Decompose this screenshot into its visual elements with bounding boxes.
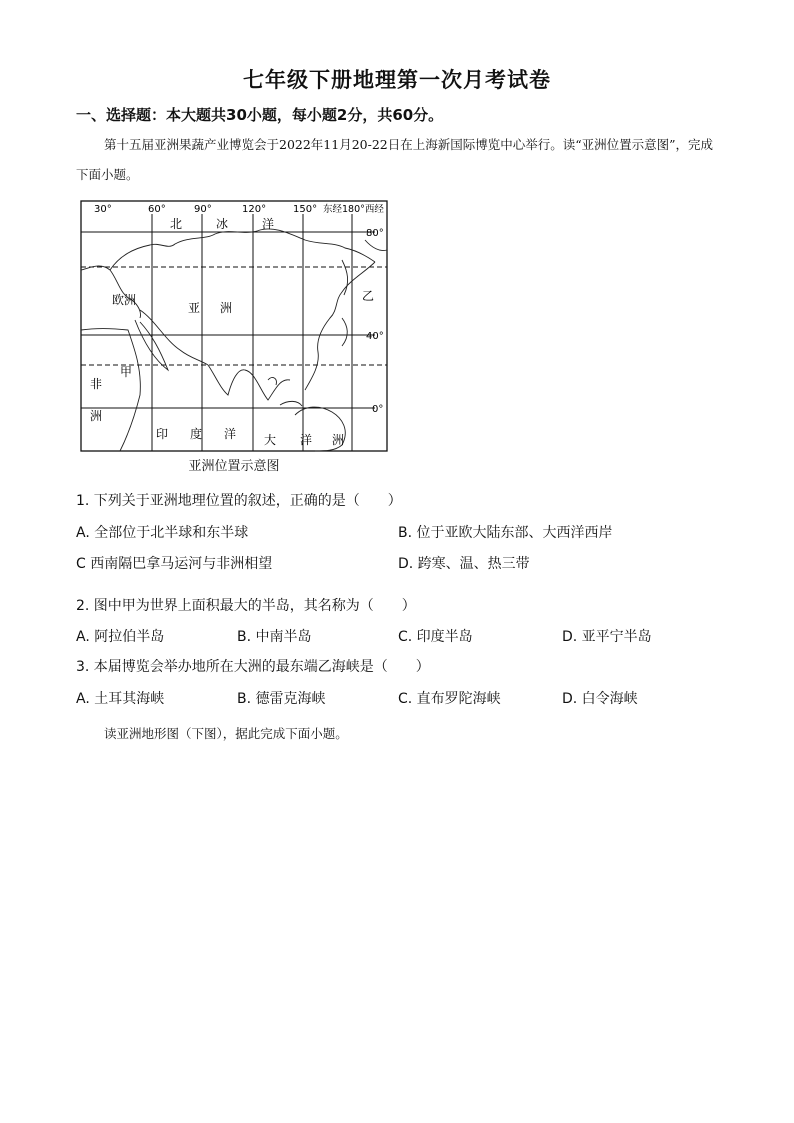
- indian-ocean-label: 洋: [224, 427, 237, 441]
- arctic-label: 洋: [262, 217, 275, 231]
- map-caption: 亚洲位置示意图: [188, 459, 280, 474]
- africa-label: 非: [90, 377, 103, 391]
- asia-label: 亚: [188, 301, 201, 315]
- lon-label: 60°: [148, 204, 166, 215]
- indian-ocean-label: 度: [190, 427, 203, 441]
- section-heading: 一、选择题：本大题共30小题，每小题2分，共60分。: [76, 106, 444, 124]
- asia-label: 洲: [220, 301, 233, 315]
- option-b[interactable]: B. 德雷克海峡: [237, 691, 326, 707]
- lat-label: 80°: [366, 228, 384, 239]
- arctic-label: 北: [170, 217, 183, 231]
- europe-label: 欧洲: [112, 293, 137, 307]
- africa-label: 洲: [90, 409, 103, 423]
- map-svg: [80, 200, 388, 452]
- yi-label: 乙: [362, 289, 375, 303]
- option-c[interactable]: C. 直布罗陀海峡: [398, 691, 501, 707]
- oceania-label: 大: [264, 433, 277, 447]
- oceania-label: 洋: [300, 433, 313, 447]
- indian-ocean-label: 印: [156, 427, 169, 441]
- option-b[interactable]: B. 中南半岛: [237, 629, 312, 645]
- oceania-label: 洲: [332, 433, 345, 447]
- question-stem: 3. 本届博览会举办地所在大洲的最东端乙海峡是（ ）: [76, 659, 430, 675]
- arctic-label: 冰: [216, 217, 229, 231]
- lon-label: 150°: [293, 204, 318, 215]
- question-intro: 第十五届亚洲果蔬产业博览会于2022年11月20-22日在上海新国际博览中心举行。读“亚洲位置示意图”，完成下面小题。: [76, 137, 714, 182]
- asia-location-map: [80, 200, 388, 452]
- map-frame: [81, 201, 387, 451]
- lon-label: 30°: [94, 204, 112, 215]
- lat-label: 0°: [372, 404, 384, 415]
- option-d[interactable]: D. 亚平宁半岛: [562, 629, 652, 645]
- option-a[interactable]: A. 全部位于北半球和东半球: [76, 525, 249, 541]
- option-b[interactable]: B. 位于亚欧大陆东部、大西洋西岸: [398, 525, 613, 541]
- option-c[interactable]: C 西南隔巴拿马运河与非洲相望: [76, 556, 273, 572]
- jia-label: 甲: [120, 365, 133, 379]
- option-d[interactable]: D. 白令海峡: [562, 691, 638, 707]
- option-d[interactable]: D. 跨寒、温、热三带: [398, 556, 530, 572]
- option-a[interactable]: A. 阿拉伯半岛: [76, 629, 165, 645]
- question-stem: 2. 图中甲为世界上面积最大的半岛，其名称为（ ）: [76, 598, 416, 614]
- lon-label: 90°: [194, 204, 212, 215]
- question-intro: 读亚洲地形图（下图），据此完成下面小题。: [104, 726, 348, 741]
- lat-label: 40°: [366, 331, 384, 342]
- lon-label: 东经180°西经: [323, 204, 384, 215]
- lon-label: 120°: [242, 204, 267, 215]
- page-title: 七年级下册地理第一次月考试卷: [243, 68, 551, 92]
- question-stem: 1. 下列关于亚洲地理位置的叙述，正确的是（ ）: [76, 493, 402, 509]
- option-c[interactable]: C. 印度半岛: [398, 629, 473, 645]
- option-a[interactable]: A. 土耳其海峡: [76, 691, 165, 707]
